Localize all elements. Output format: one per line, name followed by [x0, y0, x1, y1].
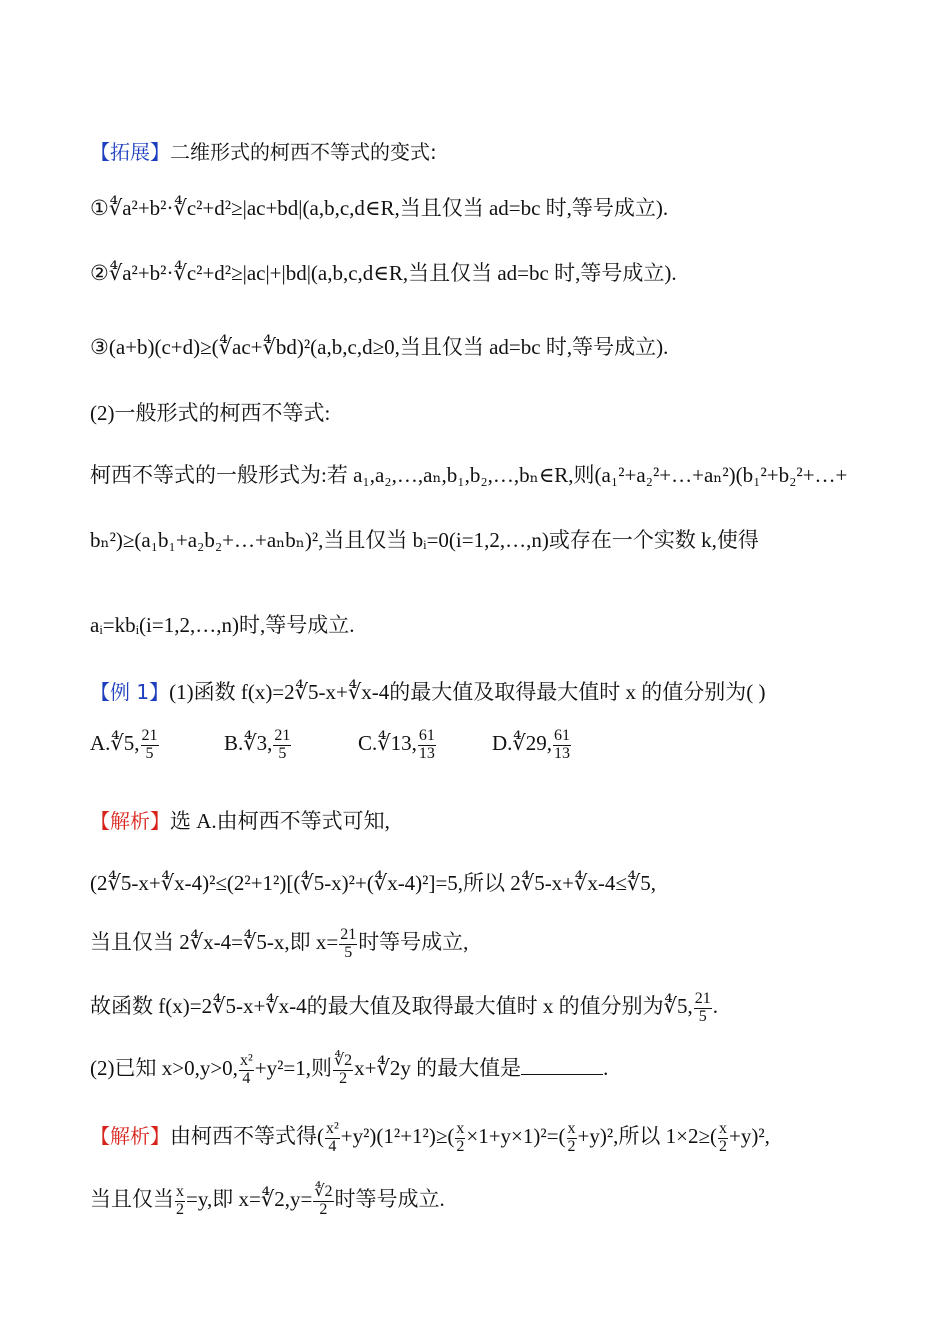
option-c-fraction [418, 728, 436, 763]
solution2-fraction-4 [718, 1121, 728, 1156]
option-d-fraction [553, 728, 571, 763]
answer-blank[interactable] [521, 1058, 603, 1075]
option-a-fraction [141, 728, 159, 763]
solution2-b: +y²)(1²+1²)≥( [340, 1124, 455, 1148]
question2-f2-den: 2 [339, 1069, 348, 1087]
solution2-l2f2-den: 2 [319, 1200, 328, 1218]
solution2-line-1 [90, 1120, 770, 1155]
solution1-text-1: 选 A.由柯西不等式可知, [170, 809, 390, 833]
option-a-den: 5 [145, 744, 154, 762]
solution2-fraction-1 [325, 1121, 340, 1156]
option-d-num: 61 [554, 727, 571, 744]
option-b-label: B.∜3, [224, 731, 273, 756]
solution1-line-3-num: 21 [340, 925, 357, 943]
solution2-f3-den: 2 [567, 1137, 576, 1155]
solution2-l2c: 时等号成立. [334, 1187, 445, 1211]
option-b-num: 21 [274, 727, 291, 744]
solution2-fraction-3 [567, 1121, 577, 1156]
solution1-line-4-a: 故函数 f(x)=2∜5-x+∜x-4的最大值及取得最大值时 x 的值分别为∜5, [90, 994, 693, 1018]
solution1-line-3-b: 时等号成立, [358, 930, 469, 954]
solution1-tag: 【解析】 [90, 809, 170, 833]
solution2-e: +y)², [729, 1124, 770, 1148]
question2-f2-num: ∜2 [333, 1051, 353, 1069]
solution1-line-4-num: 21 [694, 989, 711, 1007]
question2-d: . [603, 1056, 609, 1080]
general-text-3: aᵢ=kbᵢ(i=1,2,…,n)时,等号成立. [90, 613, 355, 637]
variant-formula-1: ①∜a²+b²·∜c²+d²≥|ac+bd|(a,b,c,d∈R,当且仅当 ad=bc 时,等号成立). [90, 196, 669, 220]
solution2-d: +y)²,所以 1×2≥( [577, 1124, 718, 1148]
solution2-f2-den: 2 [456, 1137, 465, 1155]
example-tag: 【例 1】 [90, 680, 170, 704]
solution2-fraction-2 [455, 1121, 465, 1156]
option-d-den: 13 [554, 744, 571, 762]
option-d[interactable] [492, 728, 572, 763]
solution2-f4-den: 2 [719, 1137, 728, 1155]
option-b-fraction [273, 728, 291, 763]
extension-heading-line [90, 136, 437, 165]
example-question-line [90, 676, 765, 706]
extension-heading: 二维形式的柯西不等式的变式: [170, 140, 437, 164]
solution2-f4-num: x [719, 1119, 728, 1137]
question2-line [90, 1052, 608, 1087]
solution1-line-3-fraction [339, 927, 357, 962]
question2-fraction-2 [333, 1053, 353, 1088]
solution1-line-2: (2∜5-x+∜x-4)²≤(2²+1²)[(∜5-x)²+(∜x-4)²]=5,所以 2∜5-x+∜x-4≤∜5, [90, 871, 657, 895]
solution2-l2b: =y,即 x=∜2,y= [186, 1187, 313, 1211]
solution1-line-4-b: . [712, 994, 719, 1018]
example-question: (1)函数 f(x)=2∜5-x+∜x-4的最大值及取得最大值时 x 的值分别为( ) [169, 680, 766, 704]
option-a[interactable] [90, 728, 160, 763]
solution2-l2f1-num: x [176, 1182, 184, 1200]
solution2-l2a: 当且仅当 [90, 1187, 174, 1211]
solution2-l2-fraction-1 [175, 1184, 185, 1219]
solution2-f1-num: x² [326, 1119, 339, 1137]
general-text-2: bₙ²)≥(a₁b₁+a₂b₂+…+aₙbₙ)²,当且仅当 bᵢ=0(i=1,2,…,n)或存在一个实数 k,使得 [90, 528, 759, 552]
solution2-l2f1-den: 2 [176, 1200, 184, 1218]
solution2-tag: 【解析】 [90, 1124, 170, 1148]
solution2-l2f2-num: ∜2 [314, 1182, 333, 1200]
solution2-f2-num: x [456, 1119, 465, 1137]
question2-f1-den: 4 [242, 1069, 251, 1087]
option-a-label: A.∜5, [90, 731, 140, 756]
solution2-f3-num: x [567, 1119, 576, 1137]
question2-c: x+∜2y 的最大值是 [354, 1056, 522, 1080]
question2-a: (2)已知 x>0,y>0, [90, 1056, 238, 1080]
general-text-1: 柯西不等式的一般形式为:若 a₁,a₂,…,aₙ,b₁,b₂,…,bₙ∈R,则(a₁²+a₂²+…+aₙ²)(b₁²+b₂²+…+ [90, 463, 848, 487]
solution2-f1-den: 4 [328, 1137, 337, 1155]
solution2-a: 由柯西不等式得( [170, 1124, 324, 1148]
solution2-line-2 [90, 1183, 445, 1218]
option-d-label: D.∜29, [492, 731, 553, 756]
option-c[interactable] [358, 728, 437, 763]
variant-formula-2: ②∜a²+b²·∜c²+d²≥|ac|+|bd|(a,b,c,d∈R,当且仅当 ad=bc 时,等号成立). [90, 261, 677, 285]
option-b[interactable] [224, 728, 292, 763]
variant-formula-3: ③(a+b)(c+d)≥(∜ac+∜bd)²(a,b,c,d≥0,当且仅当 ad=bc 时,等号成立). [90, 335, 669, 359]
question2-b: +y²=1,则 [254, 1056, 332, 1080]
solution1-line-3 [90, 926, 468, 961]
solution2-l2-fraction-2 [313, 1184, 333, 1219]
solution2-c: ×1+y×1)²=( [466, 1124, 566, 1148]
extension-tag: 【拓展】 [90, 140, 170, 164]
solution1-line-3-den: 5 [344, 943, 353, 961]
option-c-den: 13 [418, 744, 435, 762]
solution1-line-3-a: 当且仅当 2∜x-4=∜5-x,即 x= [90, 930, 339, 954]
question2-fraction-1 [239, 1053, 254, 1088]
general-heading: (2)一般形式的柯西不等式: [90, 401, 331, 425]
question2-f1-num: x² [239, 1051, 253, 1069]
option-c-label: C.∜13, [358, 731, 417, 756]
solution1-line-4-den: 5 [698, 1007, 707, 1025]
option-c-num: 61 [418, 727, 435, 744]
option-b-den: 5 [278, 744, 287, 762]
solution1-line-1 [90, 805, 390, 835]
solution1-line-4-fraction [694, 991, 712, 1026]
solution1-line-4 [90, 990, 718, 1025]
option-a-num: 21 [141, 727, 158, 744]
